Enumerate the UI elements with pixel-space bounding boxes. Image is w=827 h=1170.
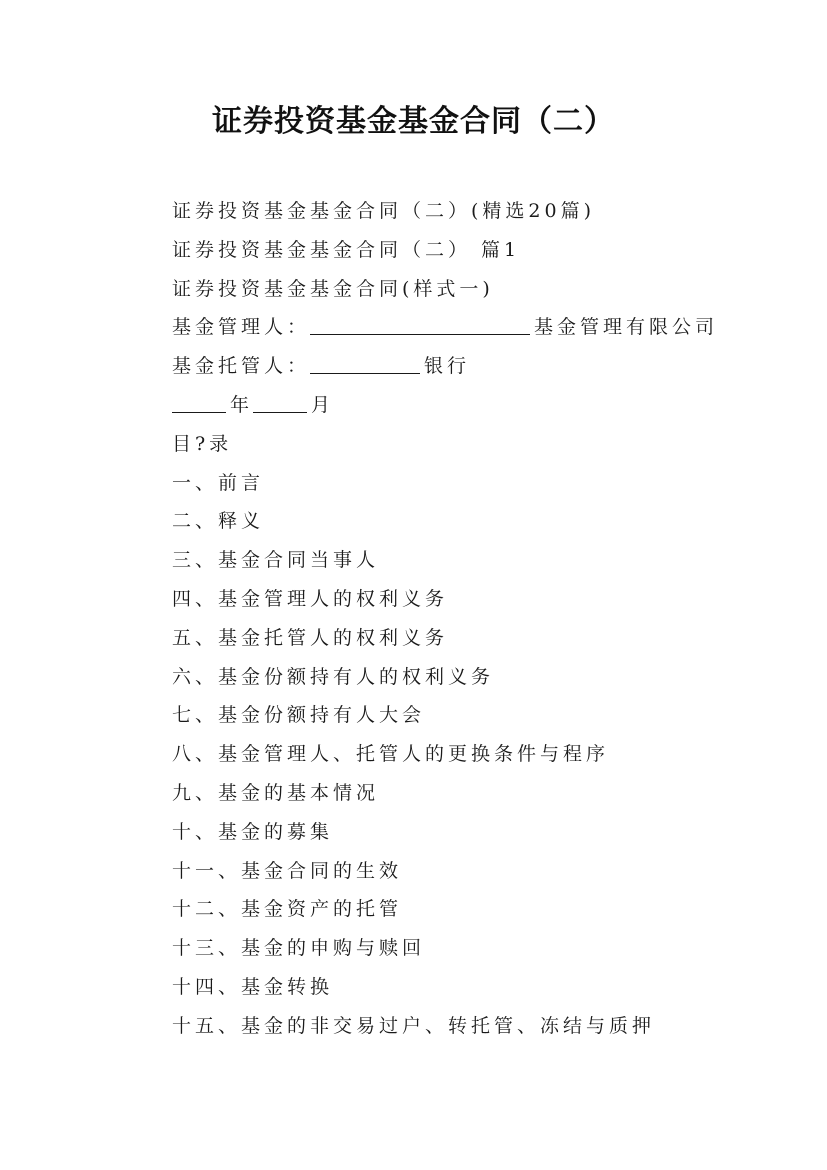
fund-manager-blank (310, 310, 530, 335)
toc-item: 六、基金份额持有人的权利义务 (172, 665, 495, 688)
toc-item: 九、基金的基本情况 (172, 781, 380, 804)
contract-sample-label: 证券投资基金基金合同(样式一) (172, 277, 494, 300)
document-body (172, 192, 792, 1046)
fund-custodian-blank (310, 349, 420, 374)
year-blank (172, 388, 226, 413)
toc-item: 五、基金托管人的权利义务 (172, 626, 449, 649)
fund-manager-suffix: 基金管理有限公司 (534, 316, 719, 339)
toc-item: 十五、基金的非交易过户、转托管、冻结与质押 (172, 1014, 656, 1037)
toc-item: 一、前言 (172, 471, 265, 494)
document-subtitle: 证券投资基金基金合同（二）(精选20篇) (172, 200, 596, 222)
table-of-contents (172, 464, 792, 1046)
toc-item: 八、基金管理人、托管人的更换条件与程序 (172, 743, 610, 766)
toc-item: 十二、基金资产的托管 (172, 898, 403, 921)
fund-manager-label: 基金管理人： (172, 316, 311, 339)
toc-heading: 目?录 (172, 432, 233, 455)
date-line (172, 386, 792, 425)
fund-custodian-suffix: 银行 (424, 355, 471, 378)
year-label: 年 (230, 393, 254, 416)
toc-item: 三、基金合同当事人 (172, 549, 380, 572)
fund-custodian-line (172, 347, 792, 386)
fund-custodian-label: 基金托管人： (172, 355, 311, 378)
toc-item: 四、基金管理人的权利义务 (172, 587, 449, 610)
section-heading: 证券投资基金基金合同（二） 篇1 (172, 238, 521, 261)
document-title: 证券投资基金基金合同（二） (212, 104, 615, 139)
fund-manager-line (172, 308, 792, 347)
month-blank (253, 388, 307, 413)
toc-item: 十一、基金合同的生效 (172, 859, 403, 882)
toc-item: 十四、基金转换 (172, 975, 334, 998)
toc-item: 十、基金的募集 (172, 820, 334, 843)
month-label: 月 (311, 393, 335, 416)
toc-item: 七、基金份额持有人大会 (172, 704, 426, 727)
toc-item: 十三、基金的申购与赎回 (172, 937, 426, 960)
toc-item: 二、释义 (172, 510, 265, 533)
